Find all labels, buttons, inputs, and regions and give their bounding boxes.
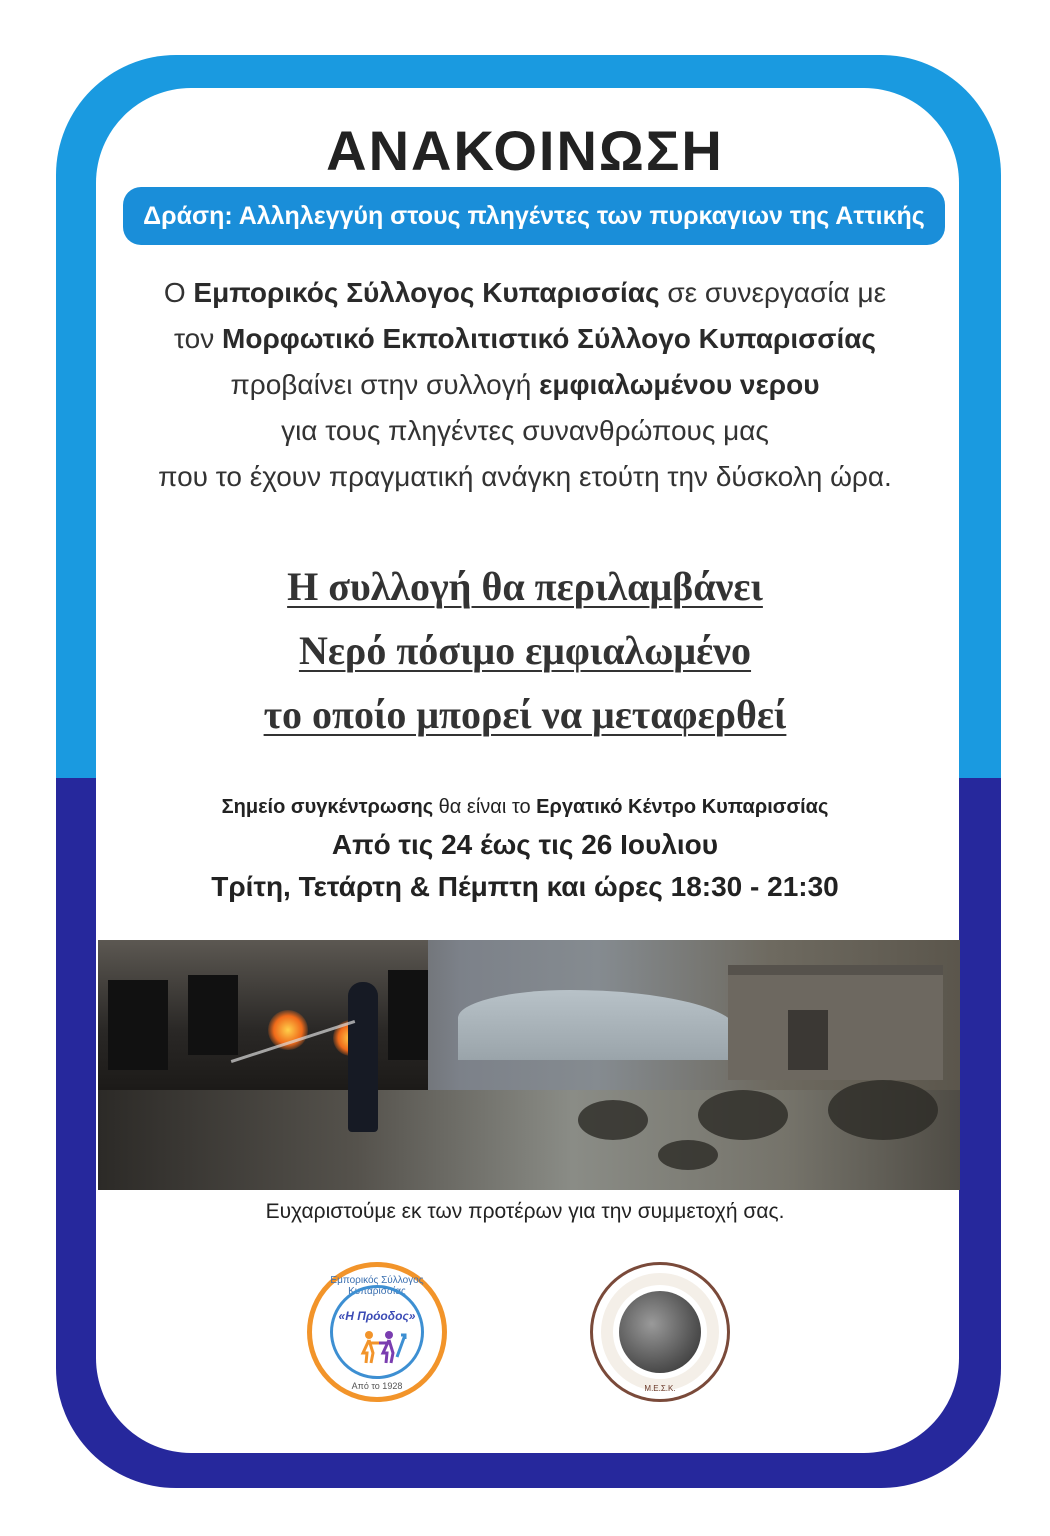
page-title: ΑΝΑΚΟΙΝΩΣΗ <box>326 119 724 182</box>
collection-line-1: Η συλλογή θα περιλαμβάνει <box>287 564 763 609</box>
cultural-association-seal <box>590 1262 730 1402</box>
subtitle-banner <box>123 187 945 245</box>
burned-house-ruin <box>728 965 943 1080</box>
burned-window <box>388 970 428 1060</box>
meeting-dates: Από τις 24 έως τις 26 Ιουλιου <box>331 829 719 860</box>
wildfire-photo-collage <box>98 940 960 1190</box>
sea-background <box>458 990 738 1060</box>
firefighter-figure <box>348 982 378 1132</box>
subtitle-text: Δράση: Αλληλεγγύη στους πληγέντες των πυρκαγιων της Αττικής <box>143 201 925 230</box>
burned-window <box>188 975 238 1055</box>
intro-line-3-prefix: προβαίνει στην συλλογή <box>230 369 540 400</box>
seal-text-band <box>601 1273 719 1391</box>
people-icon <box>357 1329 407 1365</box>
intro-line-4: για τους πληγέντες συνανθρώπους μας <box>281 415 769 446</box>
bottled-water-emphasis: εμφιαλωμένου νερου <box>539 369 820 400</box>
burned-shrub <box>578 1100 648 1140</box>
intro-line-3 <box>0 362 1050 408</box>
logo-since: Από το 1928 <box>351 1381 403 1391</box>
logo-ring-text: Εμπορικός Σύλλογος Κυπαρισσίας <box>330 1275 424 1297</box>
intro-line-2-prefix: τον <box>174 323 223 354</box>
seal-abbreviation: Μ.Ε.Σ.Κ. <box>644 1384 676 1393</box>
intro-line-1-suffix: σε συνεργασία με <box>659 277 887 308</box>
meeting-point-label: Σημείο συγκέντρωσης <box>221 796 434 818</box>
intro-line-1 <box>0 270 1050 316</box>
logo-name: «Η Πρόοδος» <box>338 1309 416 1323</box>
meeting-point-mid: θα είναι το <box>433 796 537 818</box>
collection-details <box>0 555 1050 747</box>
collection-line-3: το οποίο μπορεί να μεταφερθεί <box>263 692 787 737</box>
burned-window <box>108 980 168 1070</box>
collection-line-2: Νερό πόσιμο εμφιαλωμένο <box>298 628 752 673</box>
meeting-place: Εργατικό Κέντρο Κυπαρισσίας <box>536 796 829 818</box>
meeting-info <box>0 790 1050 908</box>
meeting-point <box>0 790 1050 824</box>
burned-shrub <box>698 1090 788 1140</box>
meeting-days-times: Τρίτη, Τετάρτη & Πέμπτη και ώρες 18:30 - 21:30 <box>211 871 839 902</box>
intro-line-1-prefix: Ο <box>163 277 194 308</box>
intro-paragraph <box>0 270 1050 500</box>
burned-shrub <box>828 1080 938 1140</box>
intro-line-2 <box>0 316 1050 362</box>
merchants-association-logo <box>307 1262 447 1402</box>
intro-line-5: που το έχουν πραγματική ανάγκη ετούτη την δύσκολη ώρα. <box>158 461 892 492</box>
burned-shrub <box>658 1140 718 1170</box>
merchants-association-name: Εμπορικός Σύλλογος Κυπαρισσίας <box>193 277 660 308</box>
cultural-association-name: Μορφωτικό Εκπολιτιστικό Σύλλογο Κυπαρισσίας <box>222 323 876 354</box>
ruin-doorway <box>788 1010 828 1070</box>
thanks-message: Ευχαριστούμε εκ των προτέρων για την συμμετοχή σας. <box>265 1200 785 1223</box>
